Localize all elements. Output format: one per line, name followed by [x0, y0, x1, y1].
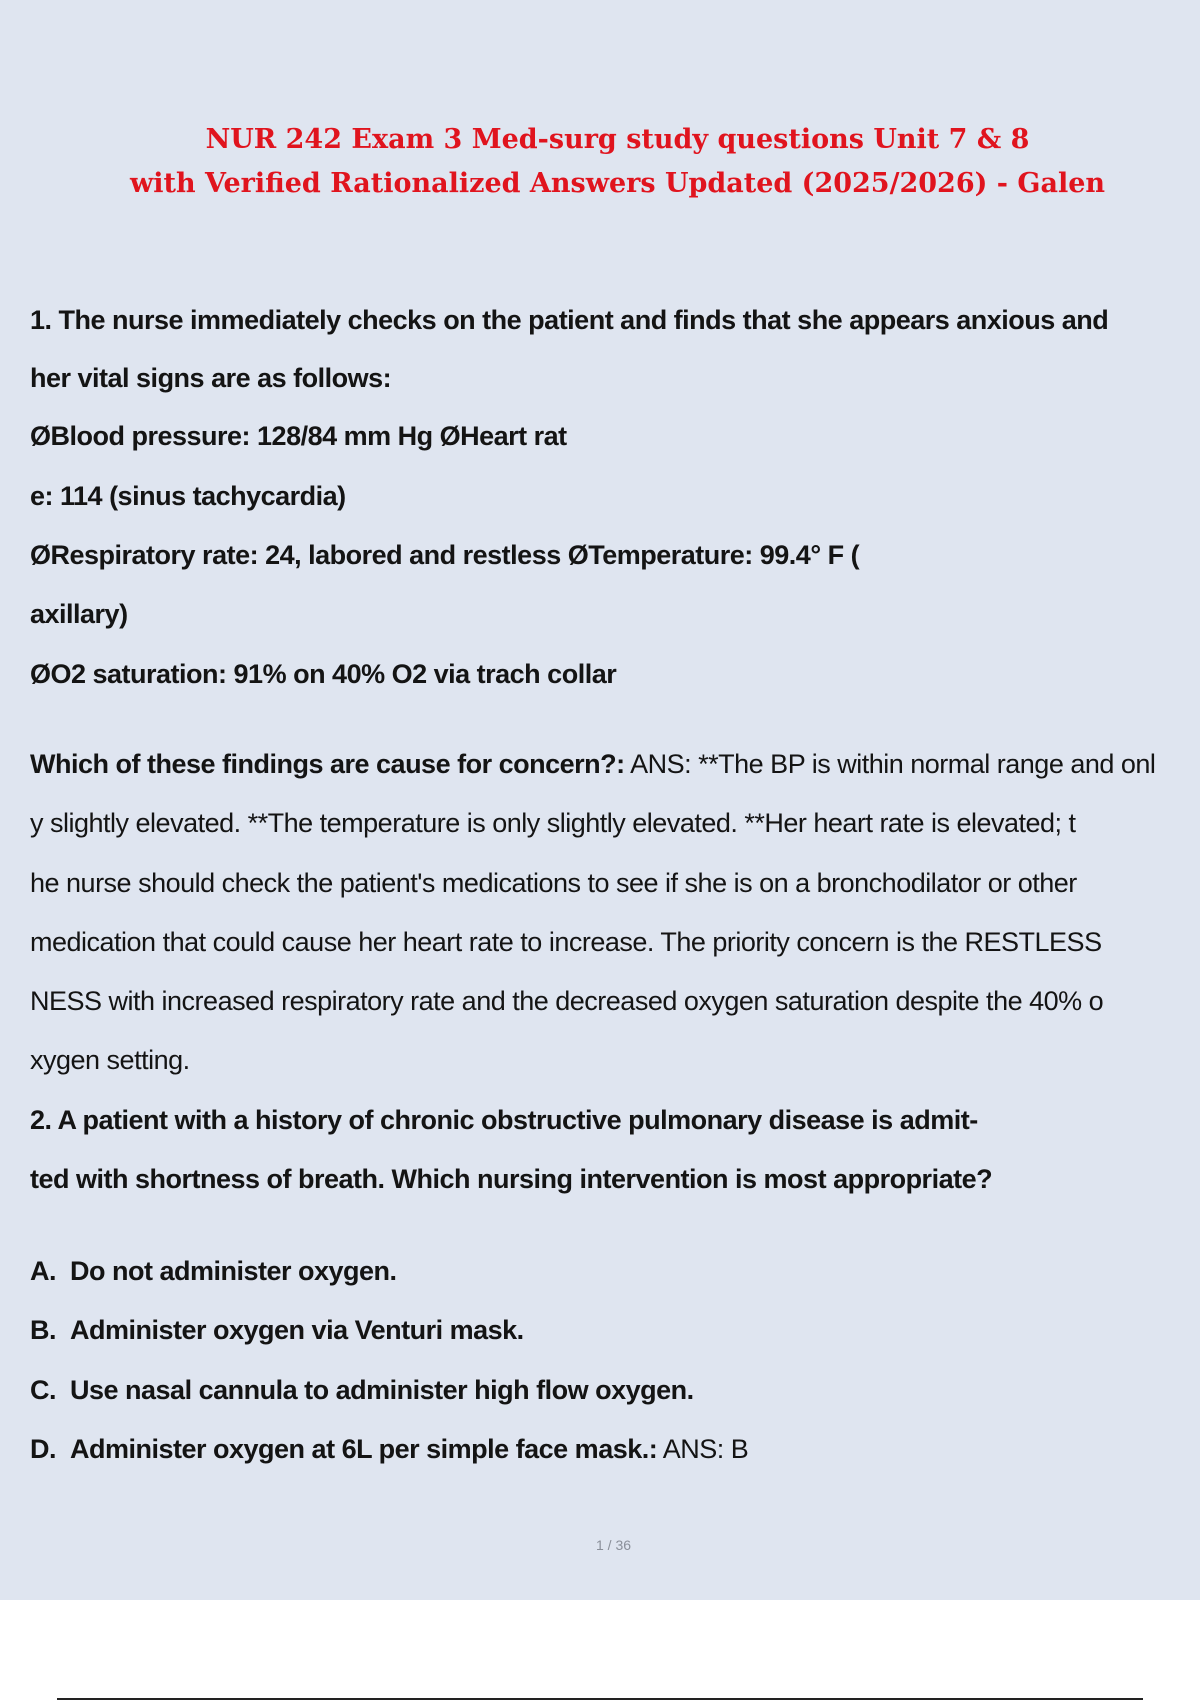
q2-answer: ANS: B: [657, 1434, 749, 1464]
title-line-2: with Verified Rationalized Answers Updated (2025/2026) - Galen: [129, 168, 1106, 199]
option-text: Administer oxygen at 6L per simple face mask.:: [70, 1434, 658, 1464]
q1-prompt-line: [30, 746, 1155, 782]
option-text: Do not administer oxygen.: [70, 1256, 397, 1286]
q1-answer-line-5: xygen setting.: [30, 1045, 190, 1075]
page-indicator: 1 / 36: [595, 1537, 632, 1553]
document-title: [0, 118, 1200, 206]
q2-option-a: [30, 1253, 397, 1289]
q2-option-c: [30, 1372, 694, 1408]
title-line-1: NUR 242 Exam 3 Med-surg study questions Unit 7 & 8: [205, 124, 1030, 155]
option-letter: D.: [30, 1434, 56, 1464]
q2-option-b: [30, 1312, 524, 1348]
q1-prompt: Which of these findings are cause for concern?:: [30, 749, 625, 779]
option-text: Use nasal cannula to administer high flow oxygen.: [70, 1375, 694, 1405]
option-letter: A.: [30, 1256, 56, 1286]
q1-vital-temp-cont: axillary): [30, 599, 128, 629]
q1-vital-o2: ØO2 saturation: 91% on 40% O2 via trach collar: [30, 659, 617, 689]
option-letter: B.: [30, 1315, 56, 1345]
option-letter: C.: [30, 1375, 56, 1405]
q1-answer-line-4: NESS with increased respiratory rate and the decreased oxygen saturation despite the 40% o: [30, 986, 1104, 1016]
q2-stem-line-2: ted with shortness of breath. Which nursing intervention is most appropriate?: [30, 1164, 993, 1194]
q1-vital-rr: ØRespiratory rate: 24, labored and restless ØTemperature: 99.4° F (: [30, 540, 860, 570]
q1-vital-bp: ØBlood pressure: 128/84 mm Hg ØHeart rat: [30, 421, 567, 451]
q2-stem-line-1: 2. A patient with a history of chronic obstructive pulmonary disease is admit-: [30, 1105, 978, 1135]
q1-answer-line-1: y slightly elevated. **The temperature is only slightly elevated. **Her heart rate is elevated; t: [30, 808, 1076, 838]
q1-answer-start: ANS: **The BP is within normal range and onl: [624, 749, 1156, 779]
option-text: Administer oxygen via Venturi mask.: [70, 1315, 524, 1345]
q1-answer-line-3: medication that could cause her heart rate to increase. The priority concern is the RESTLESS: [30, 927, 1102, 957]
q1-stem-line-1: 1. The nurse immediately checks on the patient and finds that she appears anxious and: [30, 305, 1109, 335]
q1-stem-line-2: her vital signs are as follows:: [30, 363, 392, 393]
q2-option-d: [30, 1431, 748, 1467]
q1-answer-line-2: he nurse should check the patient's medications to see if she is on a bronchodilator or other: [30, 868, 1077, 898]
q1-vital-hr: e: 114 (sinus tachycardia): [30, 481, 346, 511]
